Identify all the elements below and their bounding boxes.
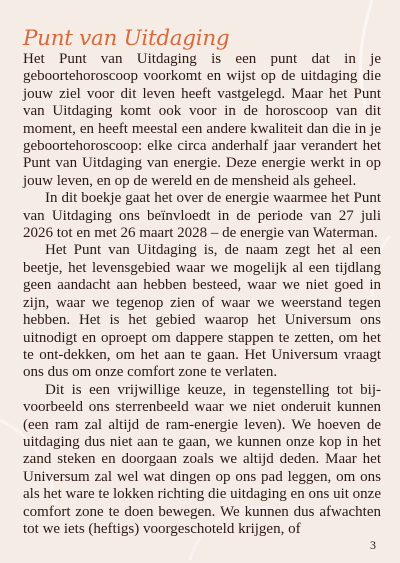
paragraph-period: In dit boekje gaat het over de energie waarmee het Punt van Uitdaging ons beïnvloedt in de periode van 27 juli 2026 tot en met 26 maart 2028 – de energie van Waterman. xyxy=(23,190,381,242)
text-content xyxy=(23,27,381,538)
paragraph-choice: Dit is een vrijwillige keuze, in tegenstelling tot bijvoorbeeld ons sterrenbeeld waar we niet onderuit kunnen (een ram zal altijd de ram-energie leven). We hoeven de uitdaging dus niet aan te gaan, we kunnen onze kop in het zand steken en doorgaan zoals we altijd deden. Maar het Universum zal wel wat dingen op ons pad leggen, om ons als het ware te lokken richting die uitdaging en ons uit onze comfort zone te doen bewegen. We kunnen dus afwachten tot we iets (heftigs) voorgeschoteld krijgen, of xyxy=(23,381,381,537)
paragraph-intro: Het Punt van Uitdaging is een punt dat in je geboortehoroscoop voorkomt en wijst op de uitdaging die jouw ziel voor dit leven heeft vastgelegd. Maar het Punt van Uitdaging komt ook voor in de horoscoop van dit moment, en heeft meestal een andere kwaliteit dan die in je geboortehoroscoop: elke circa anderhalf jaar verandert het Punt van Uitdaging van energie. Deze energie werkt in op jouw leven, en op de wereld en de mensheid als geheel. xyxy=(23,51,381,189)
page-number: 3 xyxy=(370,538,376,552)
paragraph-explanation: Het Punt van Uitdaging is, de naam zegt het al een beetje, het levensgebied waar we mogelijk al een tijdlang geen aandacht aan hebben besteed, waar we niet goed in zijn, waar we tegenop zien of waar we weerstand tegen hebben. Het is het gebied waarop het Universum ons uitnodigt en oproept om dappere stappen te zetten, om het te ont-dekken, om het aan te gaan. Het Universum vraagt ons dus om onze comfort zone te verlaten. xyxy=(23,242,381,381)
section-heading: Punt van Uitdaging xyxy=(23,26,230,51)
